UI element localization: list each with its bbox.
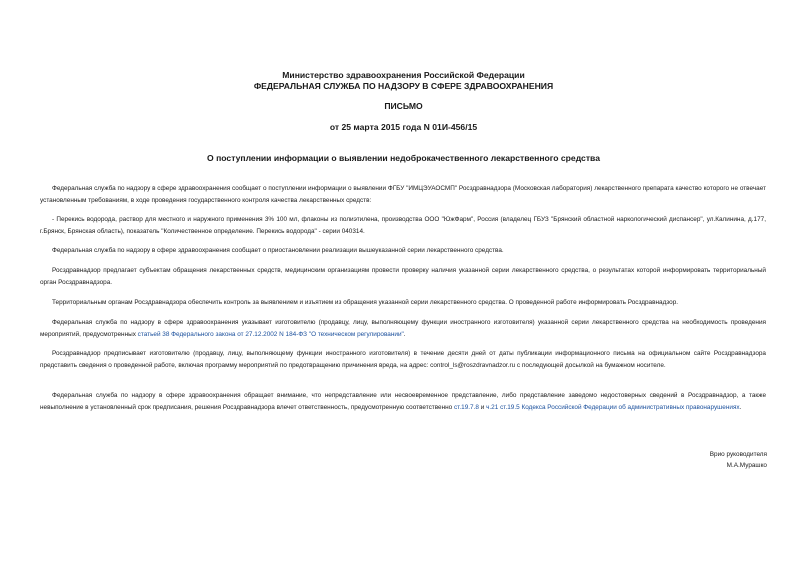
paragraph-6-end: . <box>403 330 406 338</box>
paragraph-7: Росздравнадзор предписывает изготовителю (продавцу, лицу, выполняющему функции иностранного изготовителя) в течение десяти дней от даты публикации информационного письма на официальном сайте Росздравнадзора представить сведения о проведенной работе, включая программу мероприятий по предотвращению причинения вреда, на адрес: control_ls@roszdravnadzor.ru с последующей досылкой на бумажном носителе. <box>40 350 766 369</box>
doc-type: ПИСЬМО <box>384 101 423 111</box>
paragraph-8-mid: и <box>478 403 487 411</box>
signature-position: Врио руководителя <box>709 451 767 458</box>
paragraph-4: Росздравнадзор предлагает субъектам обращения лекарственных средств, медицинским организациям провести проверку наличия указанной серии лекарственного средства, о результатах которой информировать территориальный орган Росздравнадзора. <box>40 267 766 286</box>
doc-subject: О поступлении информации о выявлении недоброкачественного лекарственного средства <box>207 153 600 163</box>
paragraph-2: - Перекись водорода, раствор для местного и наружного применения 3% 100 мл, флаконы из полиэтилена, производства ООО "ЮжФарм", Россия (владелец ГБУЗ "Брянский областной наркологический диспансер", ул.Калинина, д.177, г.Брянск, Брянская область), показатель "Количественное определение. Перекись водорода" - серии 040314. <box>40 216 766 235</box>
paragraph-3: Федеральная служба по надзору в сфере здравоохранения сообщает о приостановлении реализации вышеуказанной серии лекарственного средства. <box>52 247 504 254</box>
service-heading: ФЕДЕРАЛЬНАЯ СЛУЖБА ПО НАДЗОРУ В СФЕРЕ ЗДРАВООХРАНЕНИЯ <box>253 81 554 91</box>
paragraph-1: Федеральная служба по надзору в сфере здравоохранения сообщает о поступлении информации о выявлении ФГБУ "ИМЦЭУАОСМП" Росздравнадзора (Московская лаборатория) лекарственного препарата качество которого не отвечает установленным требованиям, в ходе проведения государственного контроля качества лекарственных средств: <box>40 185 766 204</box>
paragraph-8 <box>40 390 766 413</box>
paragraph-5: Территориальным органам Росздравнадзора обеспечить контроль за выявлением и изъятием из обращения указанной серии лекарственного средства. О проведенной работе информировать Росздравнадзор. <box>52 299 679 306</box>
ministry-heading: Министерство здравоохранения Российской Федерации <box>282 70 525 80</box>
paragraph-8-end: . <box>739 403 742 411</box>
law-184-fz-link[interactable]: статьей 38 Федерального закона от 27.12.2002 N 184-ФЗ "О техническом регулировании" <box>137 330 404 338</box>
signature-name: М.А.Мурашко <box>726 462 767 469</box>
article-19-5-koap-link[interactable]: ч.21 ст.19.5 Кодекса Российской Федерации об административных правонарушениях <box>486 403 740 411</box>
doc-date-number: от 25 марта 2015 года N 01И-456/15 <box>329 122 478 132</box>
article-19-7-8-link[interactable]: ст.19.7.8 <box>453 403 479 411</box>
paragraph-6-text: Федеральная служба по надзору в сфере здравоохранения указывает изготовителю (продавцу, лицу, выполняющему функции иностранного изготовителя) указанной серии лекарственного средства на необходимость проведения мероприятий, предусмотренных <box>40 319 766 338</box>
paragraph-6 <box>40 317 766 340</box>
paragraph-8-text: Федеральная служба по надзору в сфере здравоохранения обращает внимание, что непредставление или несвоевременное представление, либо представление заведомо недостоверных сведений в Росздравнадзор, а также невыполнение в установленный срок предписания, решения Росздравнадзора влечет ответственность, предусмотренную соответственно <box>40 392 766 411</box>
